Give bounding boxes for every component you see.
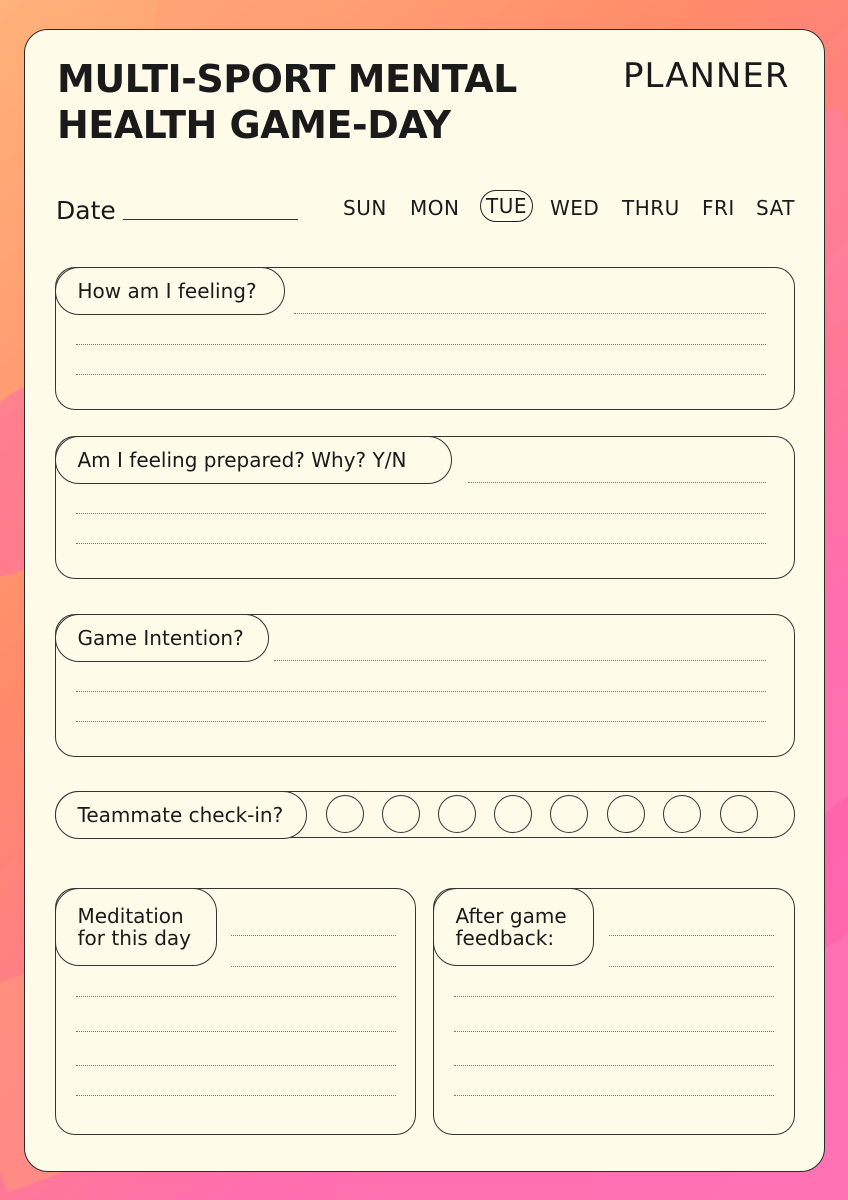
writing-line[interactable]: [454, 1095, 774, 1096]
day-mon[interactable]: MON: [410, 196, 460, 220]
writing-line[interactable]: [76, 721, 766, 722]
day-thru[interactable]: THRU: [622, 196, 680, 220]
writing-line[interactable]: [454, 1065, 774, 1066]
day-fri[interactable]: FRI: [702, 196, 735, 220]
writing-line[interactable]: [76, 344, 766, 345]
prepared-label: Am I feeling prepared? Why? Y/N: [55, 436, 452, 484]
writing-line[interactable]: [454, 996, 774, 997]
feedback-section: [433, 888, 795, 1135]
writing-line[interactable]: [76, 1031, 396, 1032]
writing-line[interactable]: [231, 935, 396, 936]
writing-line[interactable]: [76, 996, 396, 997]
feeling-label: How am I feeling?: [55, 267, 285, 315]
day-sun[interactable]: SUN: [343, 196, 387, 220]
checkin-circle[interactable]: [438, 795, 476, 833]
date-label: Date: [56, 196, 116, 225]
teammate-section: [55, 791, 795, 838]
page-title: MULTI-SPORT MENTAL HEALTH GAME-DAY: [57, 57, 517, 147]
writing-line[interactable]: [609, 935, 774, 936]
feedback-label: After game feedback:: [433, 888, 594, 966]
writing-line[interactable]: [274, 660, 766, 661]
feeling-section: [55, 267, 795, 410]
prepared-section: [55, 436, 795, 579]
writing-line[interactable]: [294, 313, 766, 314]
writing-line[interactable]: [468, 482, 766, 483]
writing-line[interactable]: [76, 1065, 396, 1066]
writing-line[interactable]: [76, 1095, 396, 1096]
writing-line[interactable]: [609, 966, 774, 967]
checkin-circle[interactable]: [382, 795, 420, 833]
meditation-section: [55, 888, 416, 1135]
meditation-label: Meditation for this day: [55, 888, 217, 966]
day-wed[interactable]: WED: [550, 196, 600, 220]
date-field[interactable]: [123, 219, 298, 220]
checkin-circle[interactable]: [607, 795, 645, 833]
day-sat[interactable]: SAT: [756, 196, 795, 220]
writing-line[interactable]: [76, 513, 766, 514]
writing-line[interactable]: [76, 543, 766, 544]
intention-label: Game Intention?: [55, 614, 269, 662]
page-subtitle: PLANNER: [623, 56, 790, 96]
intention-section: [55, 614, 795, 757]
writing-line[interactable]: [76, 691, 766, 692]
checkin-circle[interactable]: [326, 795, 364, 833]
checkin-circle[interactable]: [720, 795, 758, 833]
planner-sheet: [24, 29, 825, 1172]
writing-line[interactable]: [231, 966, 396, 967]
teammate-label: Teammate check-in?: [55, 791, 307, 839]
checkin-circle[interactable]: [663, 795, 701, 833]
writing-line[interactable]: [76, 374, 766, 375]
writing-line[interactable]: [454, 1031, 774, 1032]
checkin-circle[interactable]: [550, 795, 588, 833]
checkin-circle[interactable]: [494, 795, 532, 833]
day-tue-selected[interactable]: TUE: [480, 190, 533, 222]
